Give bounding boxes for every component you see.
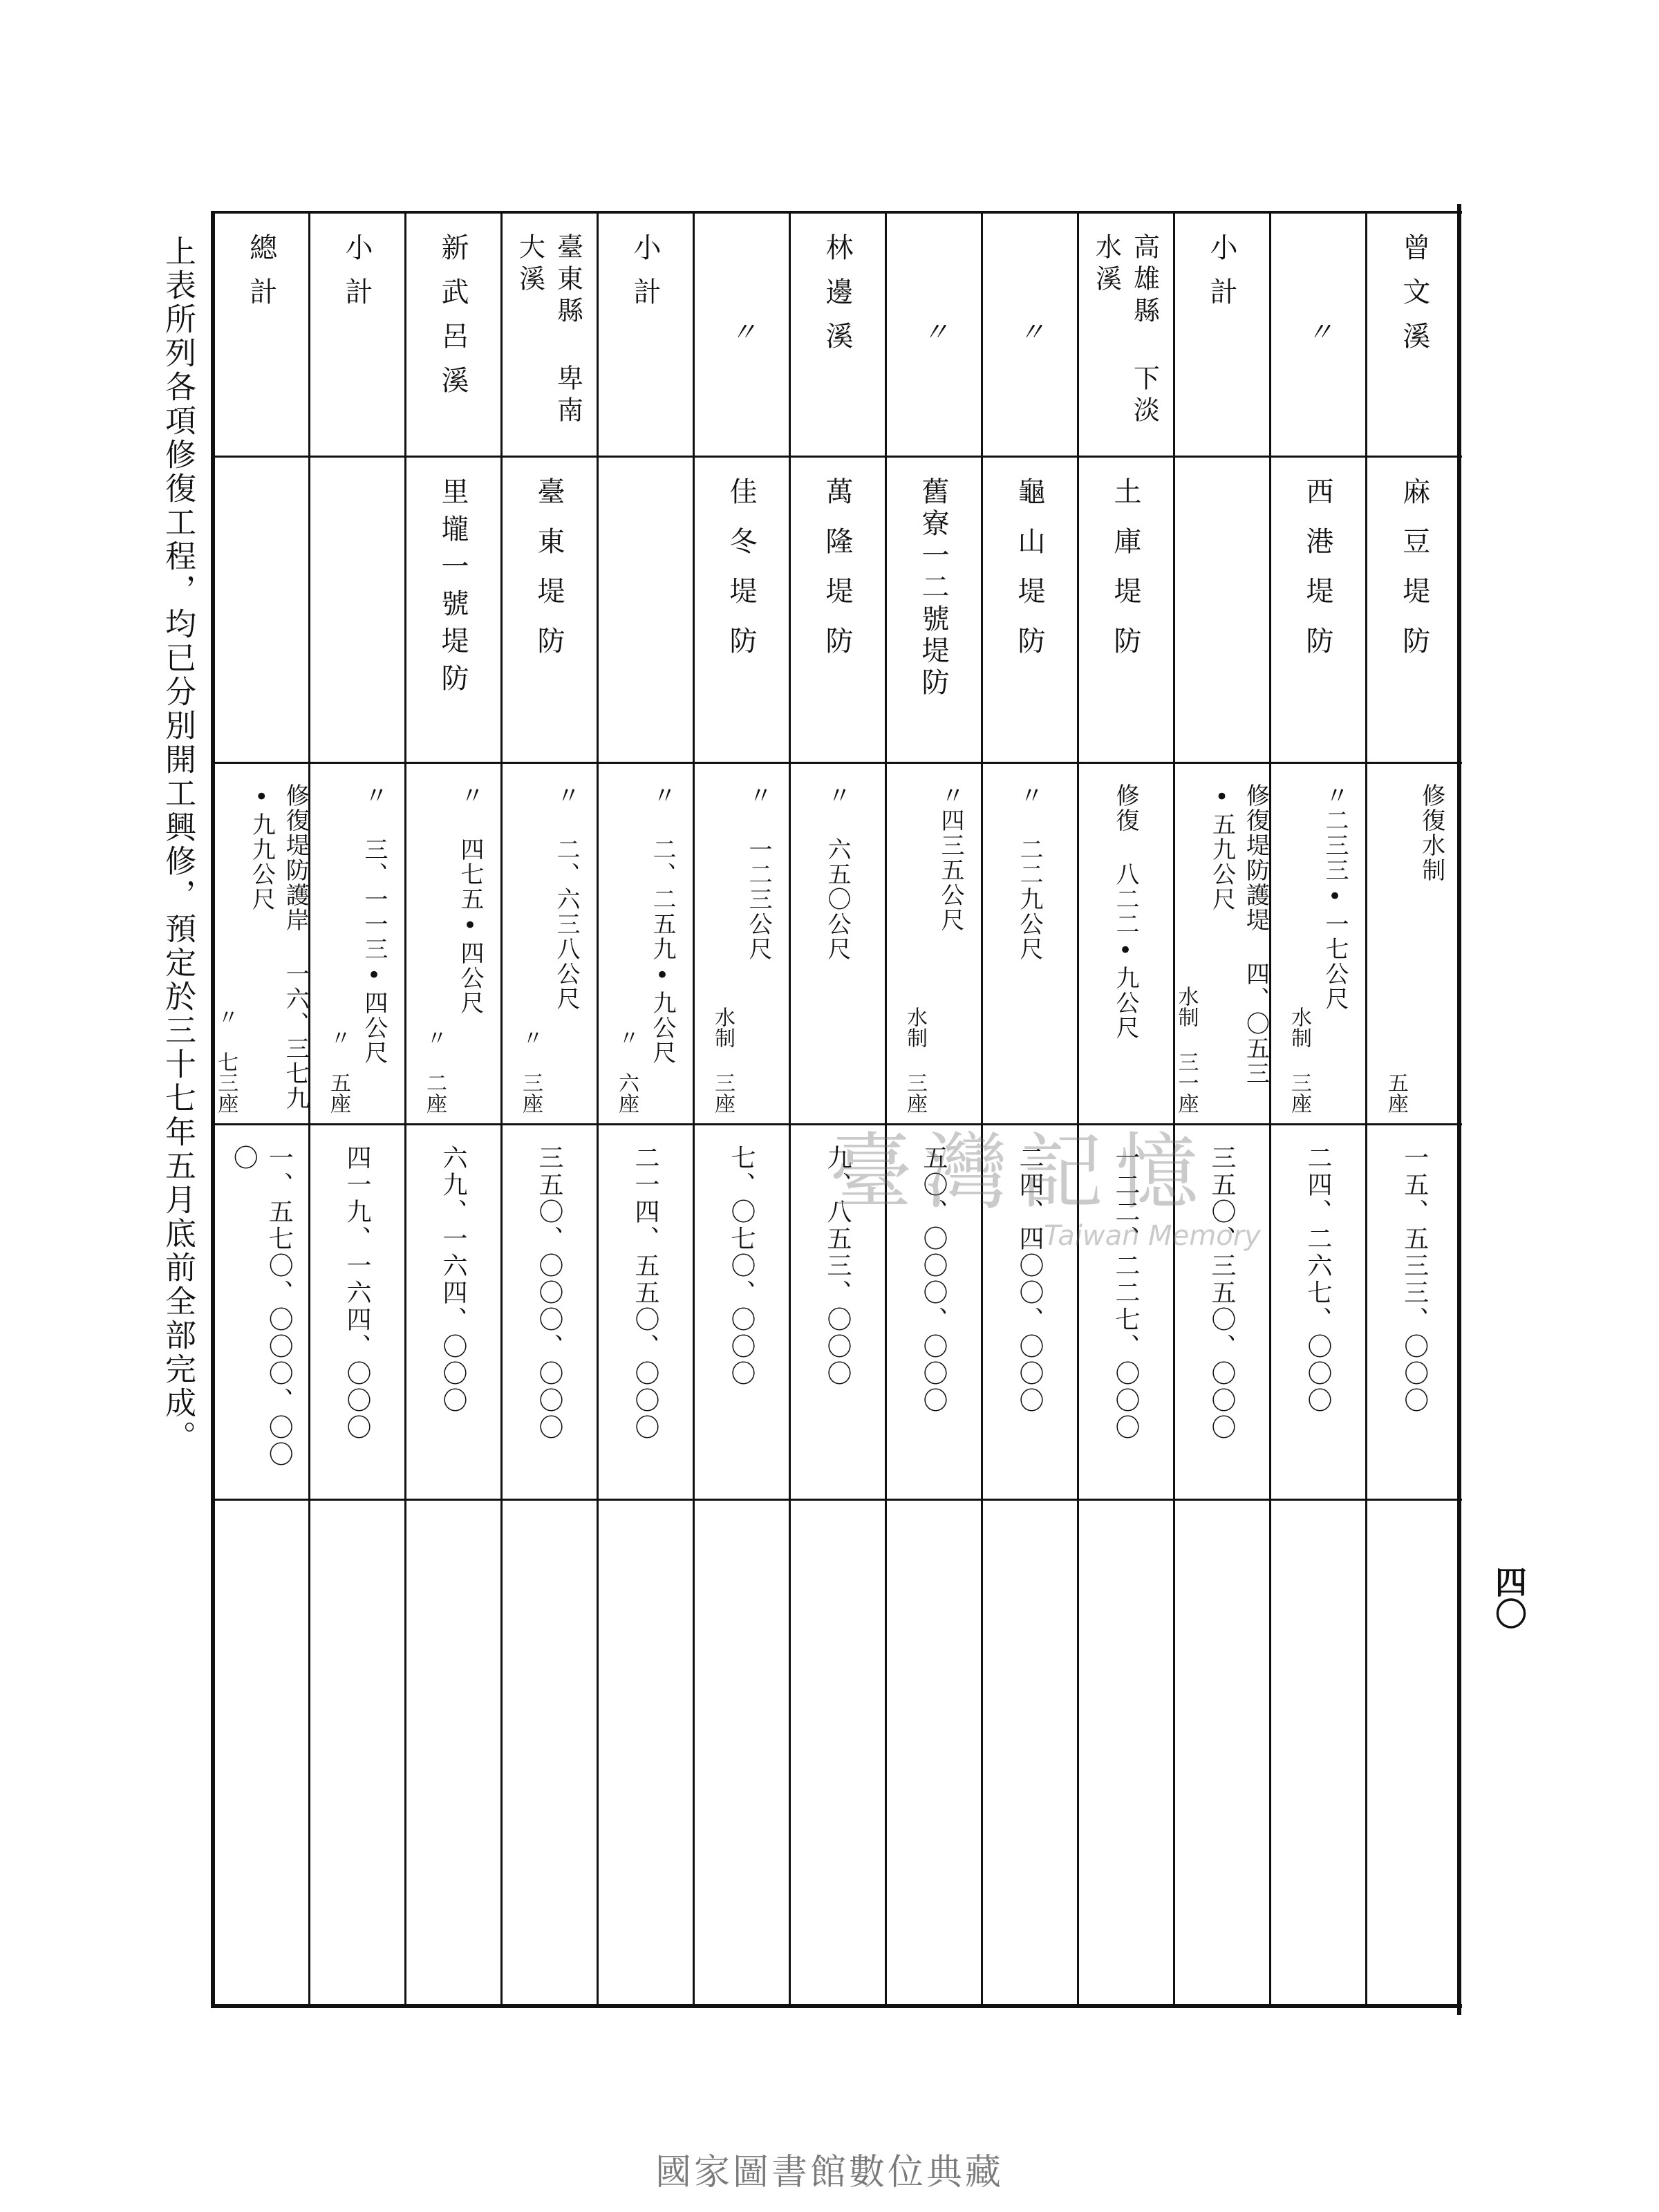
cell-remarks bbox=[405, 1500, 501, 2007]
project-text: 舊寮一二號堤防 bbox=[917, 477, 949, 700]
cell-project-11 bbox=[405, 457, 501, 763]
place-text: 〃 bbox=[1014, 318, 1044, 361]
qty-text: 〃 二、二五九•九公尺 bbox=[648, 783, 676, 1065]
cell-place-11 bbox=[405, 212, 501, 457]
cell-remarks bbox=[1366, 1500, 1462, 2007]
cell-remarks bbox=[885, 1500, 982, 2007]
cell-amount-1 bbox=[1366, 1125, 1462, 1500]
cell-qty-12 bbox=[309, 763, 405, 1125]
cell-remarks bbox=[982, 1500, 1078, 2007]
cell-amount-6 bbox=[885, 1125, 982, 1500]
cell-qty-10 bbox=[501, 763, 597, 1125]
cell-place-2 bbox=[1270, 212, 1366, 457]
qty-text: 〃 一二三公尺 bbox=[744, 783, 772, 962]
cell-place-10 bbox=[501, 212, 597, 457]
place-text: 高雄縣 下淡水溪 bbox=[1091, 233, 1160, 428]
cell-project-13 bbox=[213, 457, 309, 763]
qty2-text: 〃 五座 bbox=[326, 1027, 350, 1114]
cell-project-3 bbox=[1174, 457, 1270, 763]
amount-text: 一、五七〇、〇〇〇、〇〇〇 bbox=[229, 1145, 294, 1468]
cell-qty-7 bbox=[789, 763, 885, 1125]
amount-text: 三五〇、三五〇、〇〇〇 bbox=[1208, 1145, 1236, 1441]
qty-text: 〃四三五公尺 bbox=[937, 783, 964, 932]
footer-text: 國家圖書館數位典藏 bbox=[655, 2152, 1004, 2193]
project-text: 佳冬堤防 bbox=[725, 477, 757, 676]
place-text: 小計 bbox=[1206, 233, 1237, 321]
cell-place-13 bbox=[213, 212, 309, 457]
cell-amount-11 bbox=[405, 1125, 501, 1500]
cell-remarks bbox=[501, 1500, 597, 2007]
table-note: 上表所列各項修復工程，均已分別開工興修，預定於三十七年五月底前全部完成。 bbox=[160, 235, 196, 1454]
amount-text: 二一四、五五〇、〇〇〇 bbox=[631, 1145, 659, 1441]
cell-amount-2 bbox=[1270, 1125, 1366, 1500]
remarks-row bbox=[213, 1500, 1462, 2007]
project-row bbox=[213, 457, 1462, 763]
amount-text: 四一九、一六四、〇〇〇 bbox=[343, 1145, 371, 1441]
cell-place-5 bbox=[982, 212, 1078, 457]
project-text: 西港堤防 bbox=[1302, 477, 1333, 676]
watermark-zh: 臺灣記憶 bbox=[830, 1125, 1211, 1221]
cell-qty-2 bbox=[1270, 763, 1366, 1125]
cell-project-4 bbox=[1078, 457, 1174, 763]
cell-qty-4 bbox=[1078, 763, 1174, 1125]
cell-place-7 bbox=[789, 212, 885, 457]
cell-project-5 bbox=[982, 457, 1078, 763]
project-text: 萬隆堤防 bbox=[821, 477, 853, 676]
cell-qty-8 bbox=[693, 763, 789, 1125]
place-text: 〃 bbox=[726, 318, 756, 361]
qty-text: 〃 三、一一三•四公尺 bbox=[360, 783, 388, 1065]
cell-project-7 bbox=[789, 457, 885, 763]
qty2-text: 水制 三座 bbox=[1287, 1006, 1311, 1114]
cell-amount-10 bbox=[501, 1125, 597, 1500]
project-text: 臺東堤防 bbox=[533, 477, 565, 676]
amount-text: 六九、一六四、〇〇〇 bbox=[439, 1145, 467, 1414]
cell-place-1 bbox=[1366, 212, 1462, 457]
place-text: 小計 bbox=[629, 233, 661, 321]
amount-text: 七、〇七〇、〇〇〇 bbox=[727, 1145, 756, 1387]
cell-project-9 bbox=[597, 457, 693, 763]
amount-text: 五〇、〇〇〇、〇〇〇 bbox=[919, 1145, 948, 1414]
qty2-text: 〃 六座 bbox=[615, 1027, 639, 1114]
cell-place-12 bbox=[309, 212, 405, 457]
qty2-text: 〃 二座 bbox=[422, 1027, 447, 1114]
cell-place-9 bbox=[597, 212, 693, 457]
cell-place-6 bbox=[885, 212, 982, 457]
cell-amount-7 bbox=[789, 1125, 885, 1500]
qty2-text: 五座 bbox=[1383, 1072, 1408, 1114]
cell-amount-13 bbox=[213, 1125, 309, 1500]
qty2-text: 水制 三座 bbox=[903, 1006, 927, 1114]
cell-amount-12 bbox=[309, 1125, 405, 1500]
cell-qty-3 bbox=[1174, 763, 1270, 1125]
cell-project-12 bbox=[309, 457, 405, 763]
place-text: 小計 bbox=[341, 233, 373, 321]
qty2-text: 〃 三座 bbox=[518, 1027, 543, 1114]
qty-text: 修復堤防護堤 四、〇五三•五九公尺 bbox=[1208, 783, 1270, 1086]
project-text: 龜山堤防 bbox=[1013, 477, 1045, 676]
cell-project-1 bbox=[1366, 457, 1462, 763]
cell-place-3 bbox=[1174, 212, 1270, 457]
cell-remarks bbox=[213, 1500, 309, 2007]
cell-qty-11 bbox=[405, 763, 501, 1125]
place-text: 新武呂溪 bbox=[437, 233, 469, 410]
cell-qty-13 bbox=[213, 763, 309, 1125]
cell-place-8 bbox=[693, 212, 789, 457]
cell-qty-1 bbox=[1366, 763, 1462, 1125]
qty-text: 〃二三三•一七公尺 bbox=[1321, 783, 1349, 1011]
amount-text: 二四、二六七、〇〇〇 bbox=[1304, 1145, 1332, 1414]
amount-text: 一二二、二二七、〇〇〇 bbox=[1112, 1145, 1140, 1441]
project-text: 里壠一號堤防 bbox=[437, 477, 469, 701]
cell-qty-5 bbox=[982, 763, 1078, 1125]
cell-qty-9 bbox=[597, 763, 693, 1125]
amount-text: 一五、五三三、〇〇〇 bbox=[1400, 1145, 1429, 1414]
cell-remarks bbox=[1078, 1500, 1174, 2007]
cell-project-6 bbox=[885, 457, 982, 763]
qty-text: 〃 四七五•四公尺 bbox=[456, 783, 484, 1015]
qty-text: 修復堤防護岸 一六、三七九•九九公尺 bbox=[247, 783, 310, 1111]
cell-amount-8 bbox=[693, 1125, 789, 1500]
cell-project-8 bbox=[693, 457, 789, 763]
cell-remarks bbox=[1270, 1500, 1366, 2007]
cell-qty-6 bbox=[885, 763, 982, 1125]
cell-remarks bbox=[693, 1500, 789, 2007]
repair-projects-table bbox=[211, 211, 1462, 2008]
cell-remarks bbox=[789, 1500, 885, 2007]
qty2-text: 水制 三一座 bbox=[1174, 986, 1199, 1114]
cell-amount-4 bbox=[1078, 1125, 1174, 1500]
amount-text: 九、八五三、〇〇〇 bbox=[823, 1145, 852, 1387]
cell-place-4 bbox=[1078, 212, 1174, 457]
watermark-en: Taiwan Memory bbox=[1044, 1220, 1261, 1252]
place-text: 〃 bbox=[918, 318, 948, 361]
amount-text: 三五〇、〇〇〇、〇〇〇 bbox=[535, 1145, 563, 1441]
place-text: 臺東縣 卑南大溪 bbox=[514, 233, 583, 428]
amount-text: 二四、四〇〇、〇〇〇 bbox=[1015, 1145, 1044, 1414]
place-text: 〃 bbox=[1302, 318, 1333, 361]
place-text: 林邊溪 bbox=[821, 233, 853, 366]
project-text: 土庫堤防 bbox=[1109, 477, 1141, 676]
qty-text: 〃 二二九公尺 bbox=[1015, 783, 1043, 962]
amount-row bbox=[213, 1125, 1462, 1500]
qty-text: 〃 二、六三八公尺 bbox=[552, 783, 580, 1011]
quantity-row bbox=[213, 763, 1462, 1125]
cell-project-2 bbox=[1270, 457, 1366, 763]
cell-project-10 bbox=[501, 457, 597, 763]
qty2-text: 〃 七三座 bbox=[214, 1006, 238, 1114]
qty-text: 修復水制 bbox=[1417, 783, 1445, 883]
qty-text: 〃 六五〇公尺 bbox=[823, 783, 851, 962]
place-text: 總計 bbox=[245, 233, 277, 321]
page-number: 四〇 bbox=[1490, 1566, 1528, 1629]
cell-amount-9 bbox=[597, 1125, 693, 1500]
place-text: 曾文溪 bbox=[1398, 233, 1430, 366]
project-text: 麻豆堤防 bbox=[1398, 477, 1430, 676]
place-row bbox=[213, 212, 1462, 457]
qty2-text: 水制 三座 bbox=[711, 1006, 735, 1114]
qty-text: 修復 八二二•九公尺 bbox=[1112, 783, 1139, 1040]
cell-remarks bbox=[1174, 1500, 1270, 2007]
cell-amount-3 bbox=[1174, 1125, 1270, 1500]
cell-remarks bbox=[597, 1500, 693, 2007]
cell-remarks bbox=[309, 1500, 405, 2007]
cell-amount-5 bbox=[982, 1125, 1078, 1500]
